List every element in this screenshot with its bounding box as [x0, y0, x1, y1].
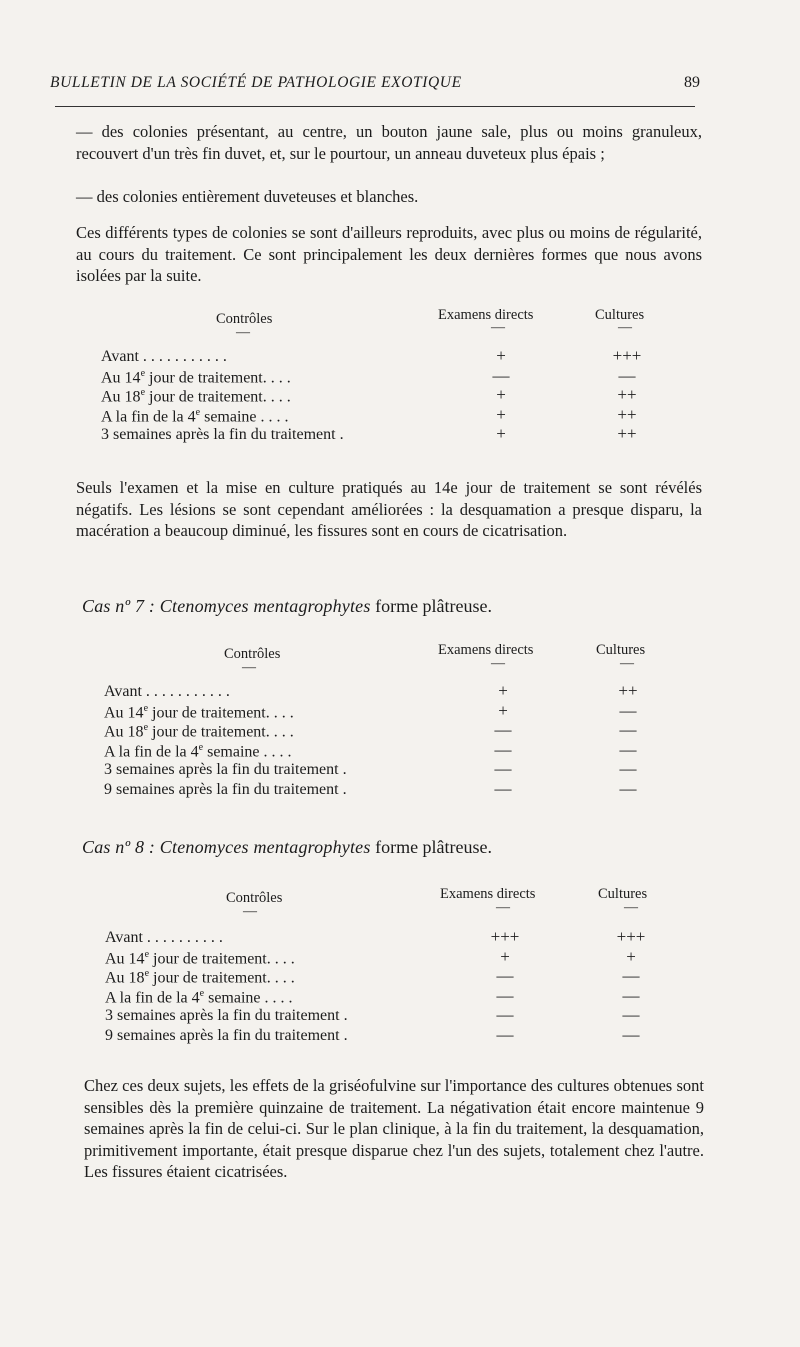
table8-header-controls: Contrôles [226, 890, 283, 906]
table-cell-culture: — [618, 365, 636, 385]
table-cell-direct: — [494, 759, 512, 779]
table-cell-direct: — [496, 985, 514, 1005]
table7-dash-cultures: — [620, 656, 634, 671]
table-cell-culture: — [619, 700, 637, 720]
table-cell-culture: — [622, 985, 640, 1005]
table-row-label: A la fin de la 4e semaine . . . . [101, 406, 289, 426]
table-cell-culture: — [619, 739, 637, 759]
table-cell-culture: ++ [617, 404, 637, 424]
table-cell-culture: ++ [618, 681, 638, 700]
table-cell-culture: — [619, 720, 637, 740]
table-cell-direct: + [496, 385, 506, 405]
table-cell-direct: + [496, 424, 506, 444]
table-cell-culture: +++ [616, 927, 646, 946]
table7-header-direct: Examens directs [438, 642, 534, 658]
table1-dash-cultures: — [618, 320, 632, 335]
intro-paragraph: Ces différents types de colonies se sont d'ailleurs reproduits, avec plus ou moins de régularité, au cours du traitement. Ce sont principalement les deux dernières formes que nous avons isolées par la suite. [76, 223, 702, 285]
table1-dash-direct: — [491, 320, 505, 335]
table8-header-direct: Examens directs [440, 886, 536, 902]
table1-header-cultures: Cultures [595, 307, 645, 323]
table1-dash-controls: — [236, 325, 250, 340]
intro-line-2: — des colonies entièrement duveteuses et blanches. [76, 187, 419, 206]
table-cell-direct: — [494, 739, 512, 759]
running-header [50, 74, 700, 104]
table-row-label: Au 18e jour de traitement. . . . [101, 387, 291, 406]
table-cell-culture: ++ [617, 385, 637, 405]
table-row-label: 3 semaines après la fin du traitement . [101, 426, 344, 444]
table-cell-direct: + [500, 946, 510, 966]
intro-line-1: — des colonies présentant, au centre, un bouton jaune sale, plus ou moins granuleux, recouvert d'un très fin duvet, et, sur le pourtour, un anneau duveteux plus épais ; [76, 122, 702, 163]
table-row-label: 9 semaines après la fin du traitement . [105, 1027, 348, 1044]
paragraph-2: Seuls l'examen et la mise en culture pratiqués au 14e jour de traitement se sont révélés négatifs. Les lésions se sont cependant améliorées : la desquamation a presque disparu, la macération a beaucoup diminué, les fissures sont en cours de cicatrisation. [76, 478, 702, 540]
table7-dash-direct: — [491, 656, 505, 671]
table-row-label: Au 18e jour de traitement. . . . [105, 968, 295, 987]
table-cell-culture: — [619, 779, 637, 798]
case-7-suffix: forme plâtreuse. [375, 596, 493, 616]
table-cell-direct: +++ [490, 927, 520, 946]
table8-dash-cultures: — [624, 900, 638, 915]
table-cell-direct: + [498, 700, 508, 720]
table-row-label: Avant . . . . . . . . . . [105, 929, 223, 946]
table-cell-direct: — [494, 779, 512, 798]
table-cell-direct: — [496, 966, 514, 986]
table8-header-cultures: Cultures [598, 886, 648, 902]
table-cell-direct: — [496, 1005, 514, 1025]
table-cell-culture: — [619, 759, 637, 779]
case-8-suffix: forme plâtreuse. [375, 837, 493, 857]
table-row-label: A la fin de la 4e semaine . . . . [105, 987, 293, 1007]
table-row-label: 3 semaines après la fin du traitement . [105, 1007, 348, 1025]
table-cell-culture: — [622, 966, 640, 986]
journal-title: BULLETIN DE LA SOCIÉTÉ DE PATHOLOGIE EXOTIQUE [50, 74, 462, 91]
header-rule [55, 106, 695, 107]
table-cell-direct: — [496, 1025, 514, 1044]
table-row-label: Au 18e jour de traitement. . . . [104, 722, 294, 741]
table7-header-cultures: Cultures [596, 642, 646, 658]
table-row-label: Au 14e jour de traitement. . . . [104, 702, 294, 721]
case-8-title: Cas nº 8 : Ctenomyces mentagrophytes [82, 837, 371, 857]
table-row-label: 3 semaines après la fin du traitement . [104, 761, 347, 779]
table-cell-direct: + [498, 681, 508, 700]
table-cell-direct: + [496, 404, 506, 424]
table-cell-direct: — [494, 720, 512, 740]
table-row-label: Avant . . . . . . . . . . . [104, 683, 230, 700]
case-8-heading [82, 837, 492, 858]
table-row-label: A la fin de la 4e semaine . . . . [104, 741, 292, 761]
table-cell-culture: — [622, 1005, 640, 1025]
table1-header-controls: Contrôles [216, 311, 273, 327]
table-cell-culture: +++ [612, 346, 642, 365]
table8-dash-direct: — [496, 900, 510, 915]
table1-header-direct: Examens directs [438, 307, 534, 323]
table-cell-culture: + [626, 946, 636, 966]
table-cell-direct: + [496, 346, 506, 365]
table7-header-controls: Contrôles [224, 646, 281, 662]
table8-dash-controls: — [243, 904, 257, 919]
case-7-title: Cas nº 7 : Ctenomyces mentagrophytes [82, 596, 371, 616]
table-row-label: Au 14e jour de traitement. . . . [105, 948, 295, 967]
case-7-heading [82, 596, 492, 617]
table-row-label: 9 semaines après la fin du traitement . [104, 781, 347, 798]
table-cell-culture: ++ [617, 424, 637, 444]
table-row-label: Avant . . . . . . . . . . . [101, 348, 227, 365]
table-cell-culture: — [622, 1025, 640, 1044]
page-number: 89 [684, 74, 700, 91]
conclusion-paragraph: Chez ces deux sujets, les effets de la griséofulvine sur l'importance des cultures obtenues sont sensibles dès la première quinzaine de traitement. La négativation était encore maintenue 9 semaines après la fin de celui-ci. Sur le plan clinique, à la fin du traitement, la desquamation, primitivement importante, était presque disparue chez l'un des sujets, totalement chez l'autre. Les fissures étaient cicatrisées. [84, 1076, 704, 1181]
table7-dash-controls: — [242, 660, 256, 675]
table-row-label: Au 14e jour de traitement. . . . [101, 367, 291, 386]
table-cell-direct: — [492, 365, 510, 385]
